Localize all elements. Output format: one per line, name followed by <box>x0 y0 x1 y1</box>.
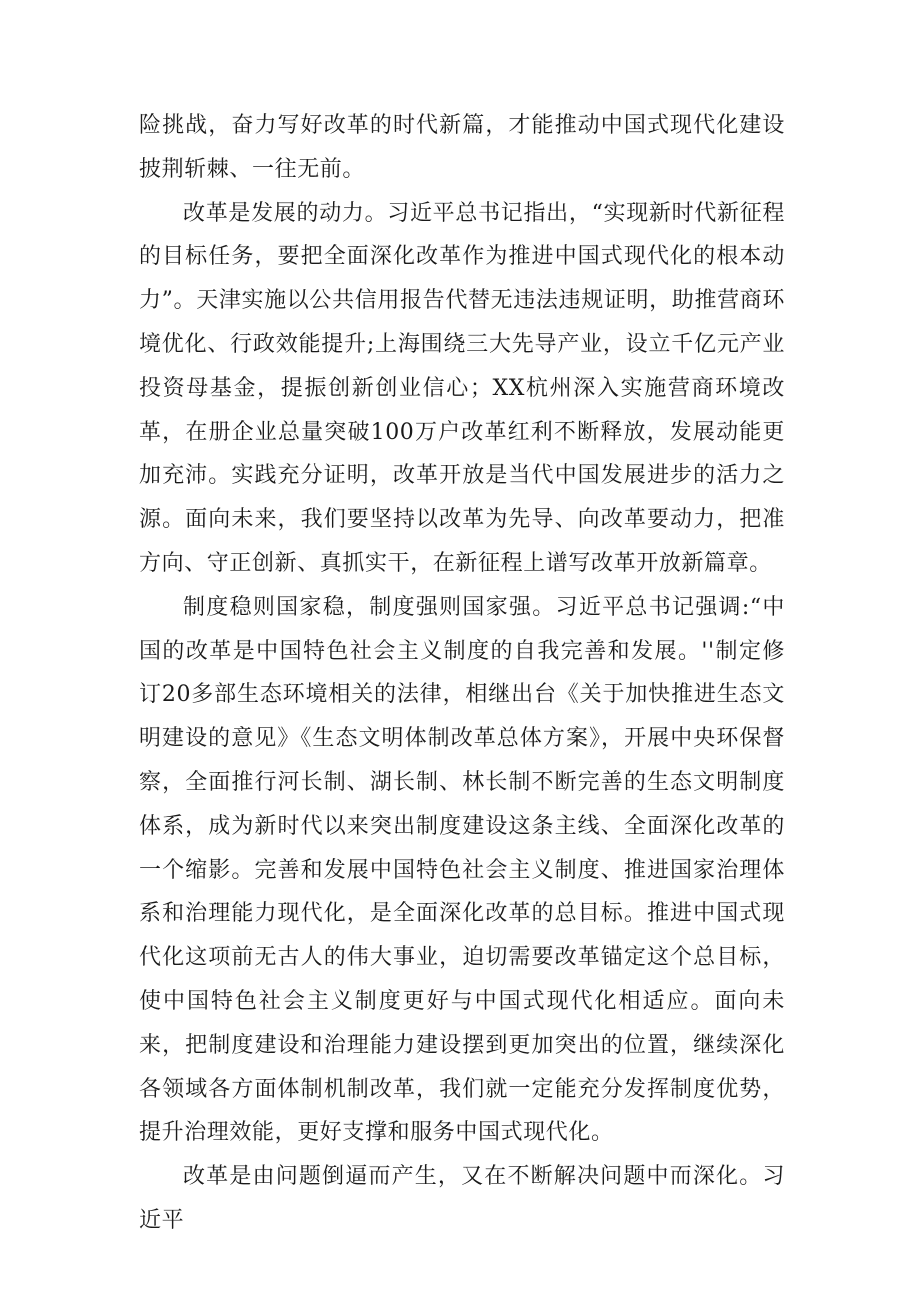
paragraph: 改革是发展的动力。习近平总书记指出，“实现新时代新征程的目标任务，要把全面深化改革作为推进中国式现代化的根本动力”。天津实施以公共信用报告代替无违法违规证明，助推营商环境优化、行政效能提升;上海围绕三大先导产业，设立千亿元产业投资母基金，提振创新创业信心；XX杭州深入实施营商环境改革，在册企业总量突破100万户改革红利不断释放，发展动能更加充沛。实践充分证明，改革开放是当代中国发展进步的活力之源。面向未来，我们要坚持以改革为先导、向改革要动力，把准方向、守正创新、真抓实干，在新征程上谱写改革开放新篇章。 <box>139 200 785 576</box>
paragraph: 改革是由问题倒逼而产生，又在不断解决问题中而深化。习近平 <box>139 1164 785 1233</box>
body-text <box>139 104 785 1243</box>
paragraph: 险挑战，奋力写好改革的时代新篇，才能推动中国式现代化建设披荆斩棘、一往无前。 <box>139 113 785 182</box>
paragraph: 制度稳则国家稳，制度强则国家强。习近平总书记强调:“中国的改革是中国特色社会主义制度的自我完善和发展。''制定修订20多部生态环境相关的法律，相继出台《关于加快推进生态文明建设的意见》《生态文明体制改革总体方案》，开展中央环保督察，全面推行河长制、湖长制、林长制不断完善的生态文明制度体系，成为新时代以来突出制度建设这条主线、全面深化改革的一个缩影。完善和发展中国特色社会主义制度、推进国家治理体系和治理能力现代化，是全面深化改革的总目标。推进中国式现代化这项前无古人的伟大事业，迫切需要改革锚定这个总目标，使中国特色社会主义制度更好与中国式现代化相适应。面向未来，把制度建设和治理能力建设摆到更加突出的位置，继续深化各领域各方面体制机制改革，我们就一定能充分发挥制度优势，提升治理效能，更好支撑和服务中国式现代化。 <box>139 594 785 1146</box>
